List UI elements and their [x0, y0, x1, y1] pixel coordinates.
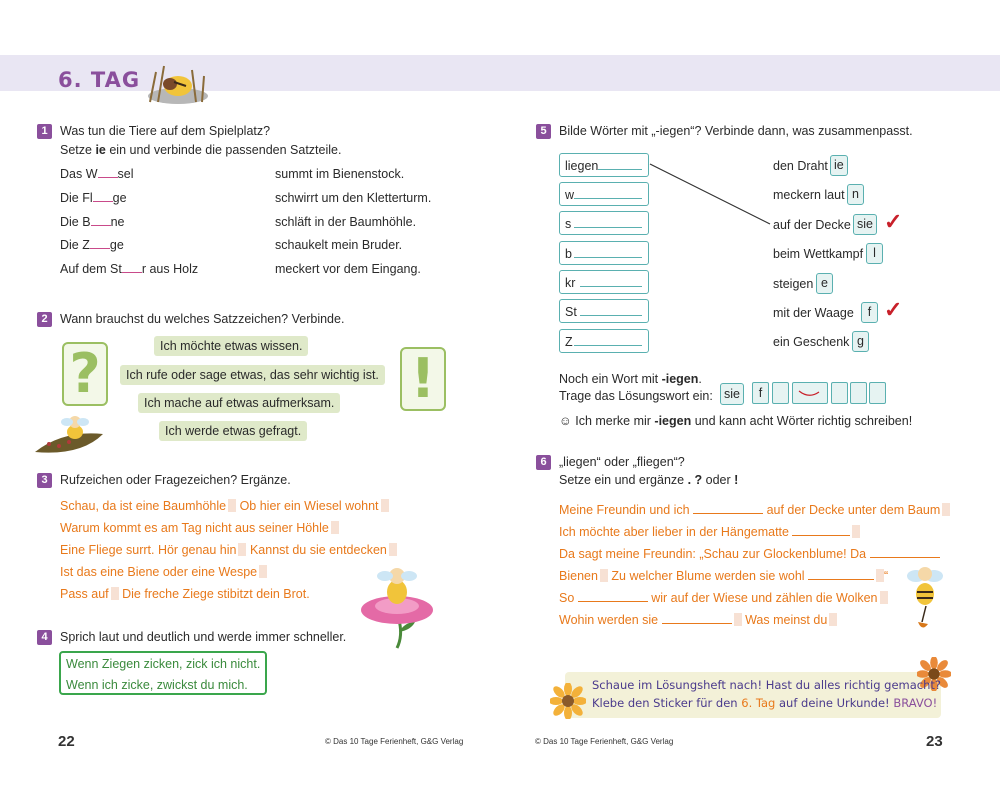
ex3-line-4: Ist das eine Biene oder eine Wespe — [60, 565, 267, 579]
ex1-instruction-2: Setze ie ein und verbinde die passenden Satzteile. — [60, 143, 342, 157]
punctuation-box[interactable] — [381, 499, 389, 512]
punctuation-box[interactable] — [600, 569, 608, 582]
punctuation-box[interactable] — [331, 521, 339, 534]
letter-box-7: g — [852, 331, 869, 352]
punctuation-box[interactable] — [111, 587, 119, 600]
exercise-number-1: 1 — [37, 124, 52, 139]
phrase-5: steigen — [773, 277, 814, 291]
ex1-instruction: Was tun die Tiere auf dem Spielplatz? — [60, 124, 271, 138]
ex1-left-item-4: Die Z ge — [60, 238, 124, 252]
fill-blank[interactable] — [693, 513, 763, 514]
fill-blank[interactable] — [578, 601, 648, 602]
bee-on-flower-illustration — [357, 560, 437, 650]
flower-icon — [550, 683, 586, 719]
punctuation-box[interactable] — [880, 591, 888, 604]
tongue-twister-line-1: Wenn Ziegen zicken, zick ich nicht. — [66, 657, 261, 671]
letter-box-5: e — [816, 273, 833, 294]
letter-box-6: f — [861, 302, 878, 323]
punctuation-box[interactable] — [734, 613, 742, 626]
phrase-1: den Draht — [773, 159, 828, 173]
phrase-7: ein Geschenk — [773, 335, 850, 349]
fill-blank[interactable] — [122, 262, 142, 273]
word-box-5[interactable]: kr — [559, 270, 649, 294]
connecting-line — [648, 162, 773, 228]
solution-box-5[interactable] — [831, 382, 848, 404]
copyright-left: © Das 10 Tage Ferienheft, G&G Verlag — [325, 737, 464, 746]
word-box-6[interactable]: St — [559, 299, 649, 323]
fill-blank[interactable] — [90, 238, 110, 249]
phrase-3: auf der Decke — [773, 218, 851, 232]
bee-on-leaf-illustration — [33, 412, 105, 458]
ex1-right-item-4: schaukelt mein Bruder. — [275, 238, 403, 252]
footer-line-2: Klebe den Sticker für den 6. Tag auf deine Urkunde! BRAVO! — [592, 696, 938, 710]
solution-box-7[interactable] — [869, 382, 886, 404]
ex2-instruction: Wann brauchst du welches Satzzeichen? Verbinde. — [60, 312, 345, 326]
exclamation-mark-box — [400, 347, 446, 411]
punctuation-box[interactable] — [942, 503, 950, 516]
sentence-box-4[interactable]: Ich werde etwas gefragt. — [159, 421, 307, 441]
ex6-line-6: Wohin werden sie Was meinst du — [559, 613, 837, 627]
punctuation-box[interactable] — [228, 499, 236, 512]
fill-blank[interactable] — [91, 215, 111, 226]
word-box-7[interactable]: Z — [559, 329, 649, 353]
day-title: 6. TAG — [58, 68, 141, 92]
ex1-right-item-3: schläft in der Baumhöhle. — [275, 215, 417, 229]
sentence-box-1[interactable]: Ich möchte etwas wissen. — [154, 336, 308, 356]
pencil-mark — [798, 389, 820, 399]
fill-blank[interactable] — [98, 167, 118, 178]
exclamation-mark-glyph: ! — [410, 347, 436, 410]
ex6-instruction-1: „liegen“ oder „fliegen“? — [559, 455, 685, 469]
letter-box-2: n — [847, 184, 864, 205]
page-number-right: 23 — [926, 733, 943, 750]
ex1-right-item-2: schwirrt um den Kletterturm. — [275, 191, 432, 205]
solution-box-1[interactable]: sie — [720, 383, 744, 405]
ex6-line-3: Da sagt meine Freundin: „Schau zur Glockenblume! Da — [559, 547, 940, 561]
phrase-2: meckern laut — [773, 188, 845, 202]
word-box-1[interactable]: liegen — [559, 153, 649, 177]
letter-box-3: sie — [853, 214, 877, 235]
exercise-number-2: 2 — [37, 312, 52, 327]
sleeping-bee-illustration — [142, 58, 212, 106]
ex6-line-2: Ich möchte aber lieber in der Hängematte — [559, 525, 860, 539]
flying-bee-illustration — [900, 562, 946, 634]
question-mark-box — [62, 342, 108, 406]
fill-blank[interactable] — [792, 535, 850, 536]
ex1-right-item-5: meckert vor dem Eingang. — [275, 262, 421, 276]
word-box-3[interactable]: s — [559, 211, 649, 235]
fill-blank[interactable] — [93, 191, 113, 202]
question-mark-glyph: ? — [69, 342, 101, 405]
ex6-line-4: Bienen Zu welcher Blume werden sie wohl “ — [559, 569, 889, 583]
checkmark-icon: ✓ — [884, 209, 903, 234]
letter-box-1: ie — [830, 155, 848, 176]
ex1-left-item-3: Die B ne — [60, 215, 125, 229]
fill-blank[interactable] — [808, 579, 874, 580]
ex1-left-item-1: Das W sel — [60, 167, 134, 181]
punctuation-box[interactable] — [852, 525, 860, 538]
sentence-box-3[interactable]: Ich mache auf etwas aufmerksam. — [138, 393, 340, 413]
punctuation-box[interactable] — [829, 613, 837, 626]
word-box-4[interactable]: b — [559, 241, 649, 265]
fill-blank[interactable] — [870, 557, 940, 558]
ex6-line-5: So wir auf der Wiese und zählen die Wolken — [559, 591, 888, 605]
solution-box-6[interactable] — [850, 382, 867, 404]
exercise-number-4: 4 — [37, 630, 52, 645]
punctuation-box[interactable] — [389, 543, 397, 556]
exercise-number-5: 5 — [536, 124, 551, 139]
solution-box-3[interactable] — [772, 382, 789, 404]
fill-blank[interactable] — [662, 623, 732, 624]
punctuation-box[interactable] — [876, 569, 884, 582]
ex6-line-1: Meine Freundin und ich auf der Decke unter dem Baum — [559, 503, 950, 517]
ex5-remember: ☺ Ich merke mir -iegen und kann acht Wörter richtig schreiben! — [559, 414, 913, 428]
ex5-extra-1: Noch ein Wort mit -iegen. — [559, 372, 702, 386]
phrase-4: beim Wettkampf — [773, 247, 864, 261]
punctuation-box[interactable] — [259, 565, 267, 578]
ex3-instruction: Rufzeichen oder Fragezeichen? Ergänze. — [60, 473, 291, 487]
ex1-right-item-1: summt im Bienenstock. — [275, 167, 405, 181]
ex1-left-item-5: Auf dem St r aus Holz — [60, 262, 199, 276]
ex1-left-item-2: Die Fl ge — [60, 191, 127, 205]
copyright-right: © Das 10 Tage Ferienheft, G&G Verlag — [535, 737, 674, 746]
checkmark-icon: ✓ — [884, 297, 903, 322]
ex3-line-3: Eine Fliege surrt. Hör genau hin Kannst du sie entdecken — [60, 543, 397, 557]
ex6-instruction-2: Setze ein und ergänze . ? oder ! — [559, 473, 739, 487]
ex3-line-2: Warum kommt es am Tag nicht aus seiner Höhle — [60, 521, 339, 535]
tongue-twister-line-2: Wenn ich zicke, zwickst du mich. — [66, 678, 248, 692]
footer-line-1: Schaue im Lösungsheft nach! Hast du alles richtig gemacht? — [592, 678, 942, 692]
smiley-icon: ☺ — [559, 414, 572, 428]
ex3-line-1: Schau, da ist eine Baumhöhle Ob hier ein Wiesel wohnt — [60, 499, 389, 513]
ex4-instruction: Sprich laut und deutlich und werde immer schneller. — [60, 630, 347, 644]
ex5-instruction: Bilde Wörter mit „-iegen“? Verbinde dann, was zusammenpasst. — [559, 124, 913, 138]
exercise-number-3: 3 — [37, 473, 52, 488]
sentence-box-2[interactable]: Ich rufe oder sage etwas, das sehr wichtig ist. — [120, 365, 385, 385]
word-box-2[interactable]: w — [559, 182, 649, 206]
solution-box-2[interactable]: f — [752, 382, 769, 404]
exercise-number-6: 6 — [536, 455, 551, 470]
page-number-left: 22 — [58, 733, 75, 750]
letter-box-4: l — [866, 243, 883, 264]
phrase-6: mit der Waage — [773, 306, 854, 320]
ex5-extra-2: Trage das Lösungswort ein: — [559, 389, 713, 403]
ex3-line-5: Pass auf Die freche Ziege stibitzt dein Brot. — [60, 587, 310, 601]
